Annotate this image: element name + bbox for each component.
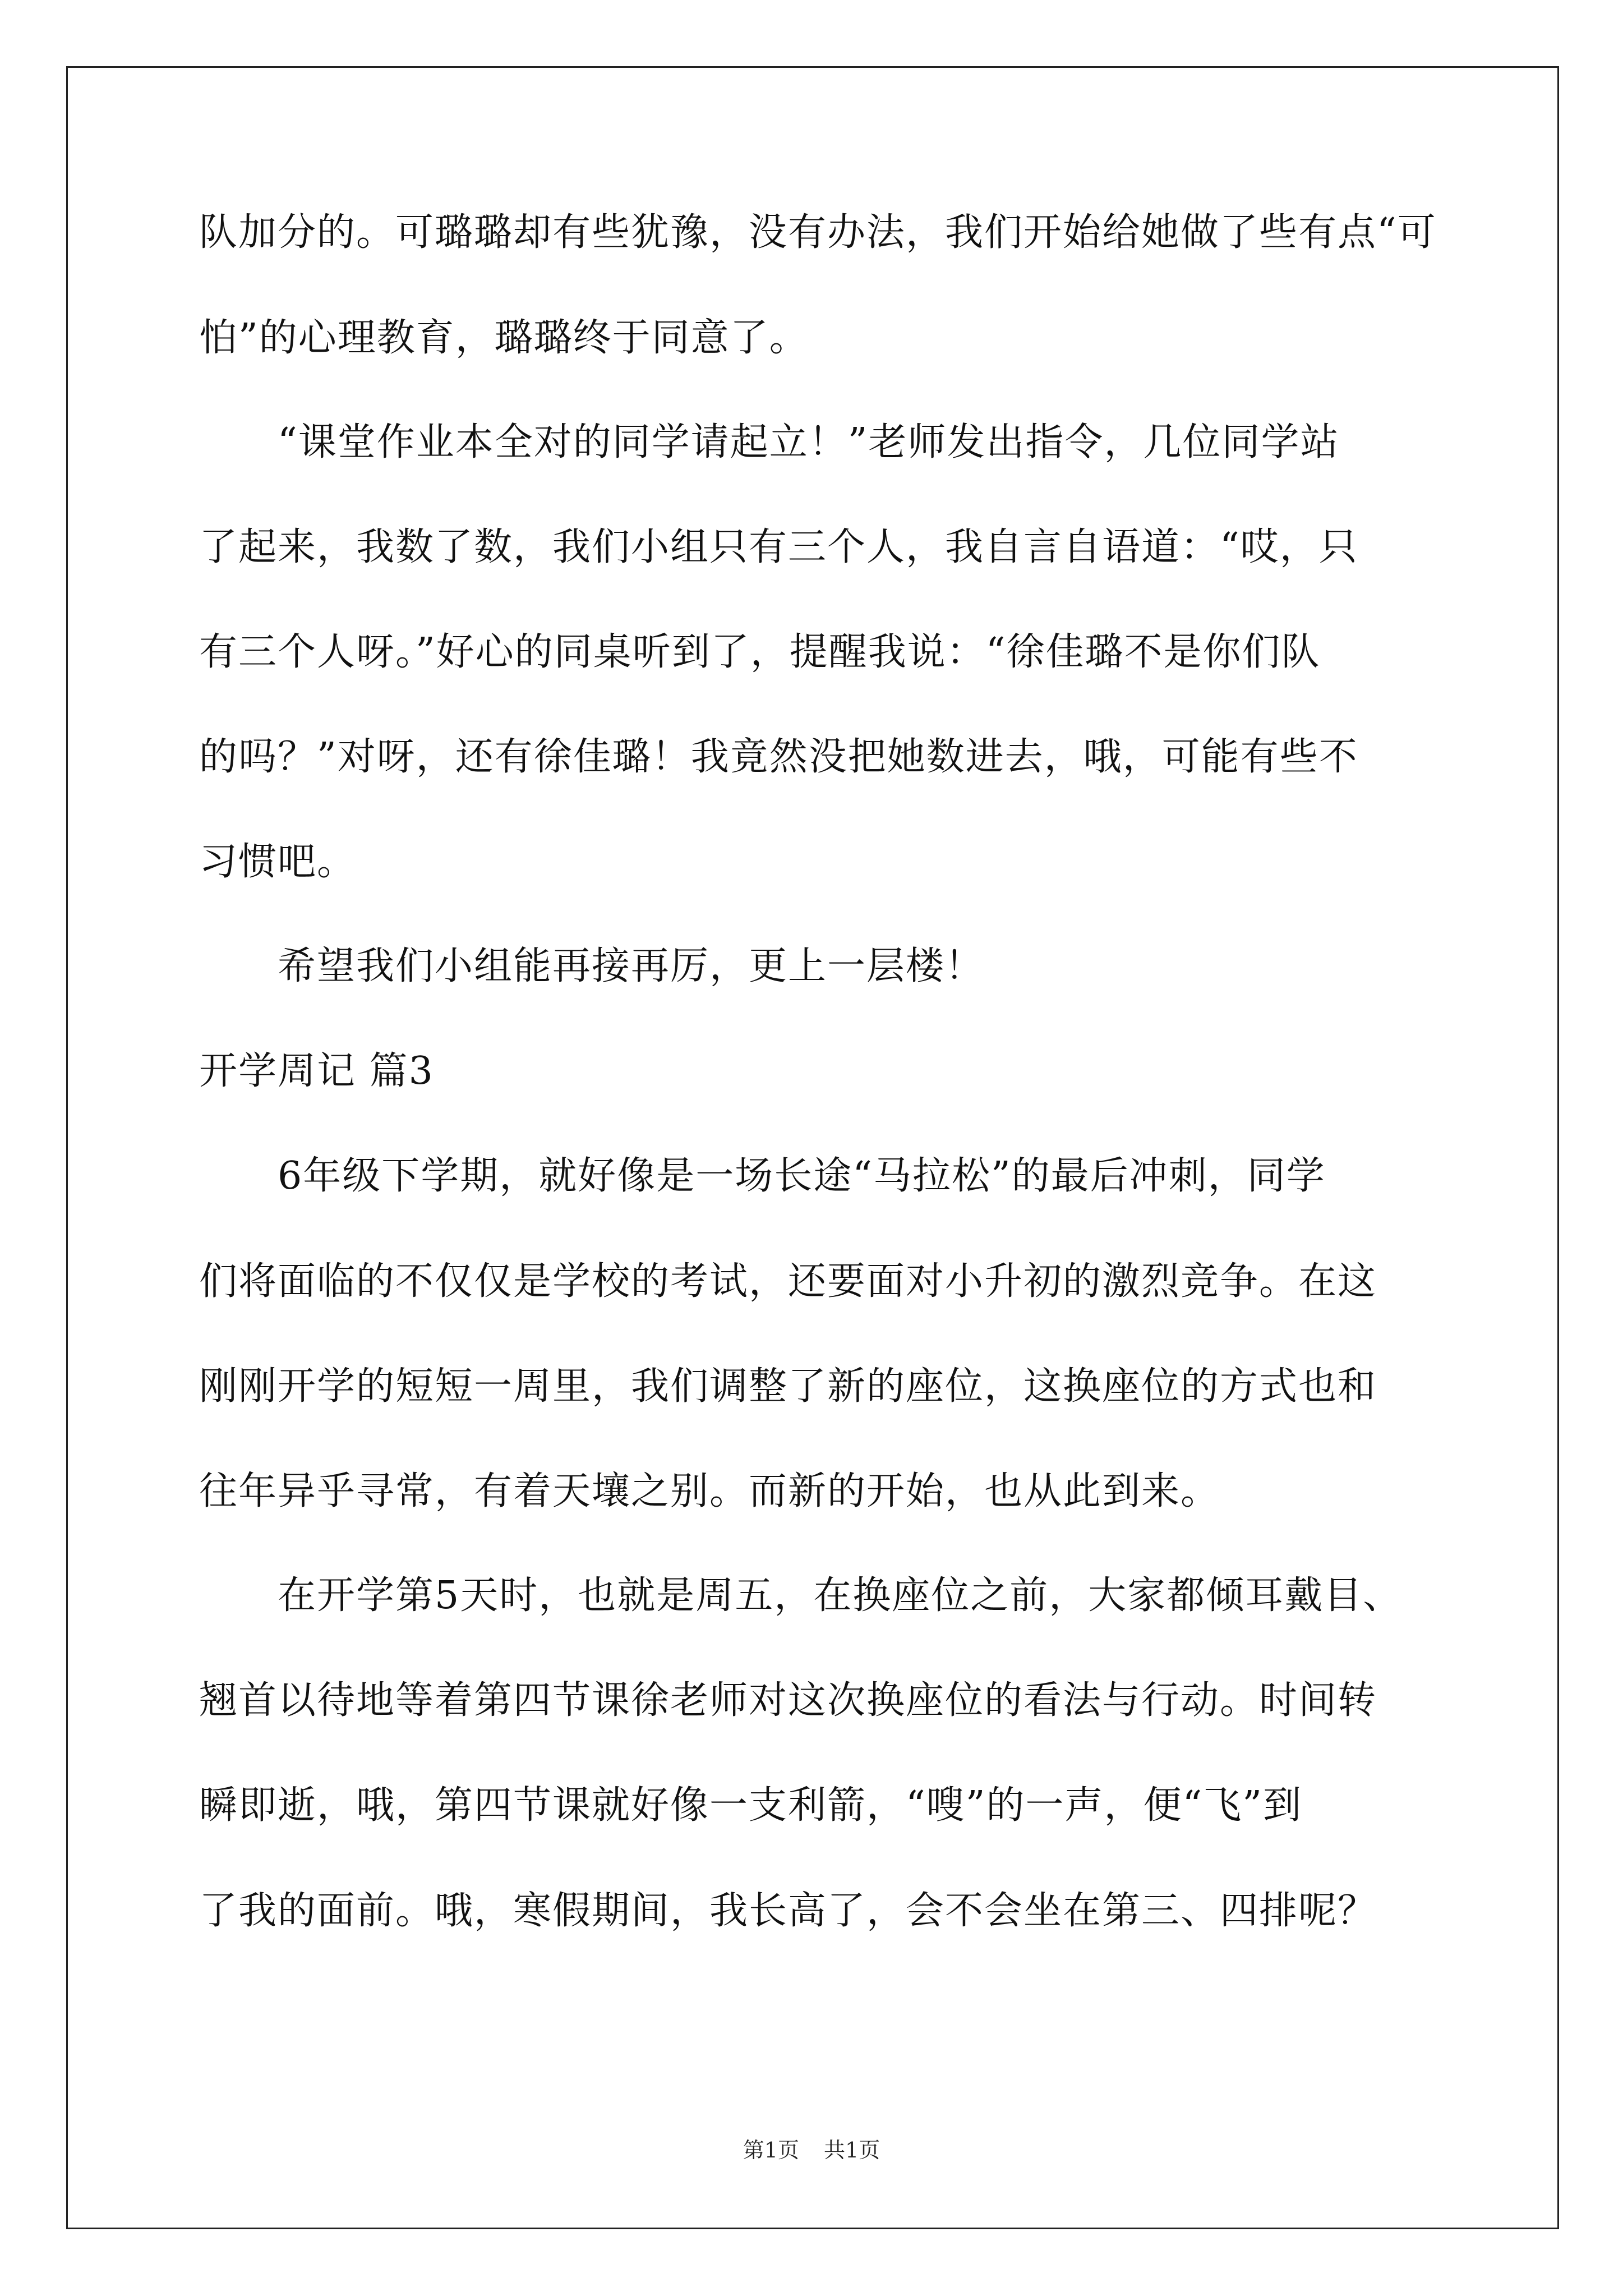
text-line: 的吗？”对呀，还有徐佳璐！我竟然没把她数进去，哦，可能有些不 [199, 735, 1358, 779]
text-line: 往年异乎寻常，有着天壤之别。而新的开始，也从此到来。 [199, 1469, 1220, 1513]
text-line: 瞬即逝，哦，第四节课就好像一支利箭，“嗖”的一声，便“飞”到 [199, 1783, 1303, 1828]
text-line: “课堂作业本全对的同学请起立！”老师发出指令，几位同学站 [199, 420, 1340, 464]
section-heading: 开学周记 篇3 [199, 1049, 434, 1093]
text-line: 有三个人呀。”好心的同桌听到了，提醒我说：“徐佳璐不是你们队 [199, 630, 1321, 674]
text-line: 了我的面前。哦，寒假期间，我长高了，会不会坐在第三、四排呢？ [199, 1889, 1377, 1933]
text-line: 怕”的心理教育，璐璐终于同意了。 [199, 316, 809, 360]
text-line: 了起来，我数了数，我们小组只有三个人，我自言自语道：“哎，只 [199, 525, 1358, 569]
text-line: 翘首以待地等着第四节课徐老师对这次换座位的看法与行动。时间转 [199, 1678, 1377, 1723]
text-line: 们将面临的不仅仅是学校的考试，还要面对小升初的激烈竞争。在这 [199, 1259, 1377, 1304]
text-line: 刚刚开学的短短一周里，我们调整了新的座位，这换座位的方式也和 [199, 1364, 1377, 1409]
text-line: 在开学第5天时，也就是周五，在换座位之前，大家都倾耳戴目、 [199, 1573, 1403, 1618]
page-footer [0, 2136, 1623, 2164]
page-total: 共1页 [824, 2138, 880, 2162]
text-line: 6年级下学期，就好像是一场长途“马拉松”的最后冲刺，同学 [199, 1154, 1326, 1198]
text-line: 队加分的。可璐璐却有些犹豫，没有办法，我们开始给她做了些有点“可 [199, 210, 1437, 255]
text-line: 习惯吧。 [199, 840, 357, 884]
page-number: 第1页 [743, 2138, 799, 2162]
text-line: 希望我们小组能再接再厉，更上一层楼！ [199, 944, 985, 988]
